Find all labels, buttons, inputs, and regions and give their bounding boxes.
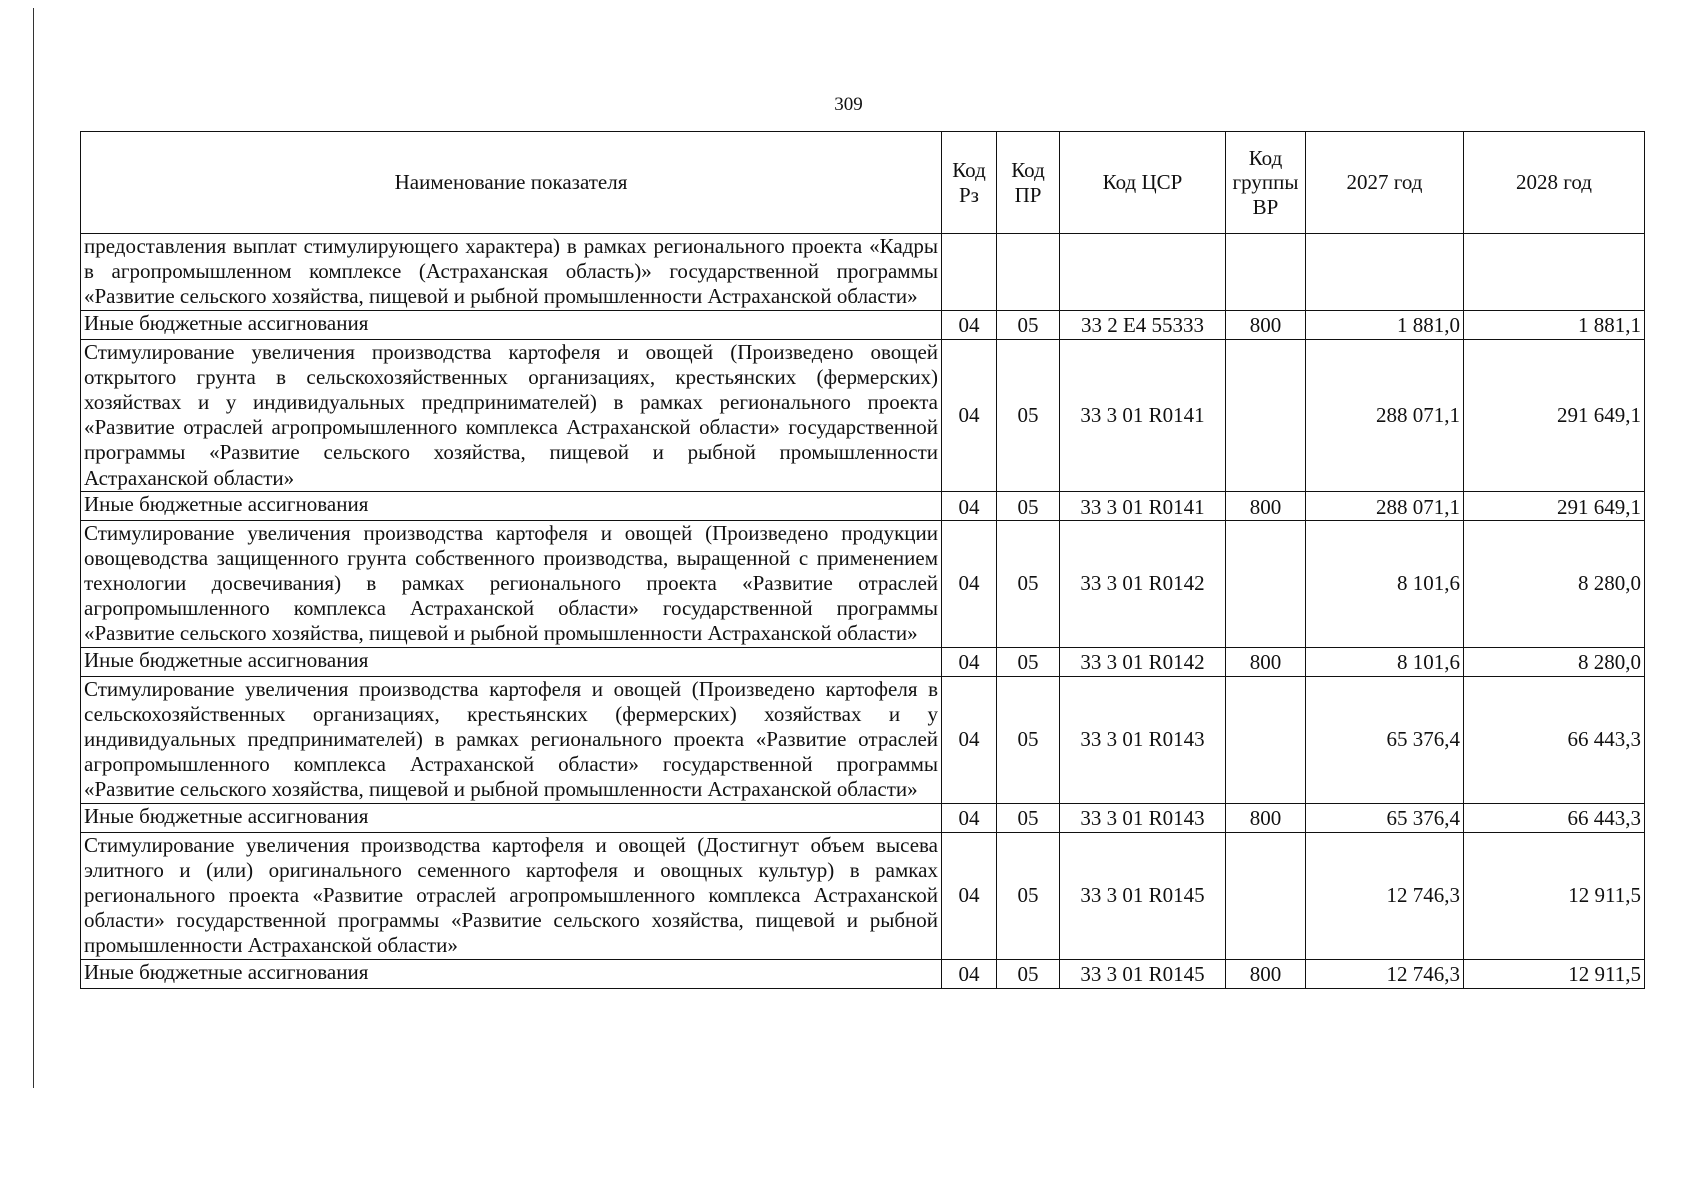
row-2028: 66 443,3 [1464, 676, 1645, 803]
row-2027: 12 746,3 [1306, 832, 1464, 959]
row-vr: 800 [1226, 803, 1306, 832]
table-row [81, 647, 1645, 676]
row-2027: 288 071,1 [1306, 339, 1464, 491]
row-csr: 33 3 01 R0143 [1060, 803, 1226, 832]
header-name: Наименование показателя [81, 132, 942, 234]
header-pr: Код ПР [997, 132, 1060, 234]
left-margin-line [33, 8, 34, 1088]
row-name: Иные бюджетные ассигнования [81, 647, 942, 676]
row-vr: 800 [1226, 491, 1306, 520]
budget-table [80, 131, 1645, 989]
row-pr: 05 [997, 803, 1060, 832]
table-row [81, 803, 1645, 832]
row-csr [1060, 234, 1226, 311]
row-csr: 33 2 Е4 55333 [1060, 310, 1226, 339]
row-2028: 291 649,1 [1464, 339, 1645, 491]
row-name: Стимулирование увеличения производства картофеля и овощей (Достигнут объем высева элитного и (или) оригинального семенного картофеля и овощных культур) в рамках регионального проекта «Развитие отраслей агропромышленного комплекса Астраханской области» государственной программы «Развитие сельского хозяйства, пищевой и рыбной промышленности Астраханской области» [81, 832, 942, 959]
row-name: Стимулирование увеличения производства картофеля и овощей (Произведено продукции овощеводства защищенного грунта собственного производства, выращенной с применением технологии досвечивания) в рамках регионального проекта «Развитие отраслей агропромышленного комплекса Астраханской области» государственной программы «Развитие сельского хозяйства, пищевой и рыбной промышленности Астраханской области» [81, 520, 942, 647]
row-rz: 04 [942, 676, 997, 803]
row-pr: 05 [997, 832, 1060, 959]
row-2028: 8 280,0 [1464, 647, 1645, 676]
row-2028: 1 881,1 [1464, 310, 1645, 339]
row-2028: 8 280,0 [1464, 520, 1645, 647]
row-rz [942, 234, 997, 311]
table-row [81, 234, 1645, 311]
row-2027: 12 746,3 [1306, 959, 1464, 988]
row-name: Стимулирование увеличения производства картофеля и овощей (Произведено картофеля в сельскохозяйственных организациях, крестьянских (фермерских) хозяйствах и у индивидуальных предпринимателей) в рамках регионального проекта «Развитие отраслей агропромышленного комплекса Астраханской области» государственной программы «Развитие сельского хозяйства, пищевой и рыбной промышленности Астраханской области» [81, 676, 942, 803]
row-name: предоставления выплат стимулирующего характера) в рамках регионального проекта «Кадры в агропромышленном комплексе (Астраханская область)» государственной программы «Развитие сельского хозяйства, пищевой и рыбной промышленности Астраханской области» [81, 234, 942, 311]
row-csr: 33 3 01 R0142 [1060, 647, 1226, 676]
row-2027: 288 071,1 [1306, 491, 1464, 520]
row-2027: 8 101,6 [1306, 520, 1464, 647]
row-2027: 65 376,4 [1306, 803, 1464, 832]
table-row [81, 339, 1645, 491]
row-rz: 04 [942, 959, 997, 988]
row-csr: 33 3 01 R0141 [1060, 339, 1226, 491]
row-rz: 04 [942, 339, 997, 491]
row-pr: 05 [997, 310, 1060, 339]
row-rz: 04 [942, 491, 997, 520]
row-pr [997, 234, 1060, 311]
table-row [81, 491, 1645, 520]
table-row [81, 676, 1645, 803]
row-pr: 05 [997, 676, 1060, 803]
row-name: Иные бюджетные ассигнования [81, 310, 942, 339]
row-pr: 05 [997, 339, 1060, 491]
row-vr [1226, 676, 1306, 803]
row-rz: 04 [942, 803, 997, 832]
row-pr: 05 [997, 959, 1060, 988]
row-rz: 04 [942, 520, 997, 647]
row-csr: 33 3 01 R0141 [1060, 491, 1226, 520]
header-vr: Код группы ВР [1226, 132, 1306, 234]
header-2028: 2028 год [1464, 132, 1645, 234]
row-name: Иные бюджетные ассигнования [81, 803, 942, 832]
row-rz: 04 [942, 310, 997, 339]
header-csr: Код ЦСР [1060, 132, 1226, 234]
row-vr [1226, 520, 1306, 647]
row-pr: 05 [997, 491, 1060, 520]
row-2028: 291 649,1 [1464, 491, 1645, 520]
row-vr [1226, 234, 1306, 311]
row-2028 [1464, 234, 1645, 311]
row-2027: 8 101,6 [1306, 647, 1464, 676]
page-number: 309 [834, 94, 863, 115]
table-header-row [81, 132, 1645, 234]
row-csr: 33 3 01 R0142 [1060, 520, 1226, 647]
row-2028: 66 443,3 [1464, 803, 1645, 832]
row-2027: 65 376,4 [1306, 676, 1464, 803]
row-rz: 04 [942, 832, 997, 959]
row-vr: 800 [1226, 310, 1306, 339]
header-2027: 2027 год [1306, 132, 1464, 234]
row-2027: 1 881,0 [1306, 310, 1464, 339]
row-vr: 800 [1226, 647, 1306, 676]
row-pr: 05 [997, 520, 1060, 647]
table-row [81, 959, 1645, 988]
row-pr: 05 [997, 647, 1060, 676]
row-vr [1226, 832, 1306, 959]
row-name: Иные бюджетные ассигнования [81, 491, 942, 520]
row-name: Иные бюджетные ассигнования [81, 959, 942, 988]
row-2028: 12 911,5 [1464, 959, 1645, 988]
row-rz: 04 [942, 647, 997, 676]
table-row [81, 520, 1645, 647]
row-csr: 33 3 01 R0145 [1060, 959, 1226, 988]
row-2027 [1306, 234, 1464, 311]
table-row [81, 310, 1645, 339]
header-rz: Код Рз [942, 132, 997, 234]
table-row [81, 832, 1645, 959]
row-name: Стимулирование увеличения производства картофеля и овощей (Произведено овощей открытого грунта в сельскохозяйственных организациях, крестьянских (фермерских) хозяйствах и у индивидуальных предпринимателей) в рамках регионального проекта «Развитие отраслей агропромышленного комплекса Астраханской области» государственной программы «Развитие сельского хозяйства, пищевой и рыбной промышленности Астраханской области» [81, 339, 942, 491]
row-csr: 33 3 01 R0143 [1060, 676, 1226, 803]
row-vr [1226, 339, 1306, 491]
row-vr: 800 [1226, 959, 1306, 988]
row-csr: 33 3 01 R0145 [1060, 832, 1226, 959]
row-2028: 12 911,5 [1464, 832, 1645, 959]
